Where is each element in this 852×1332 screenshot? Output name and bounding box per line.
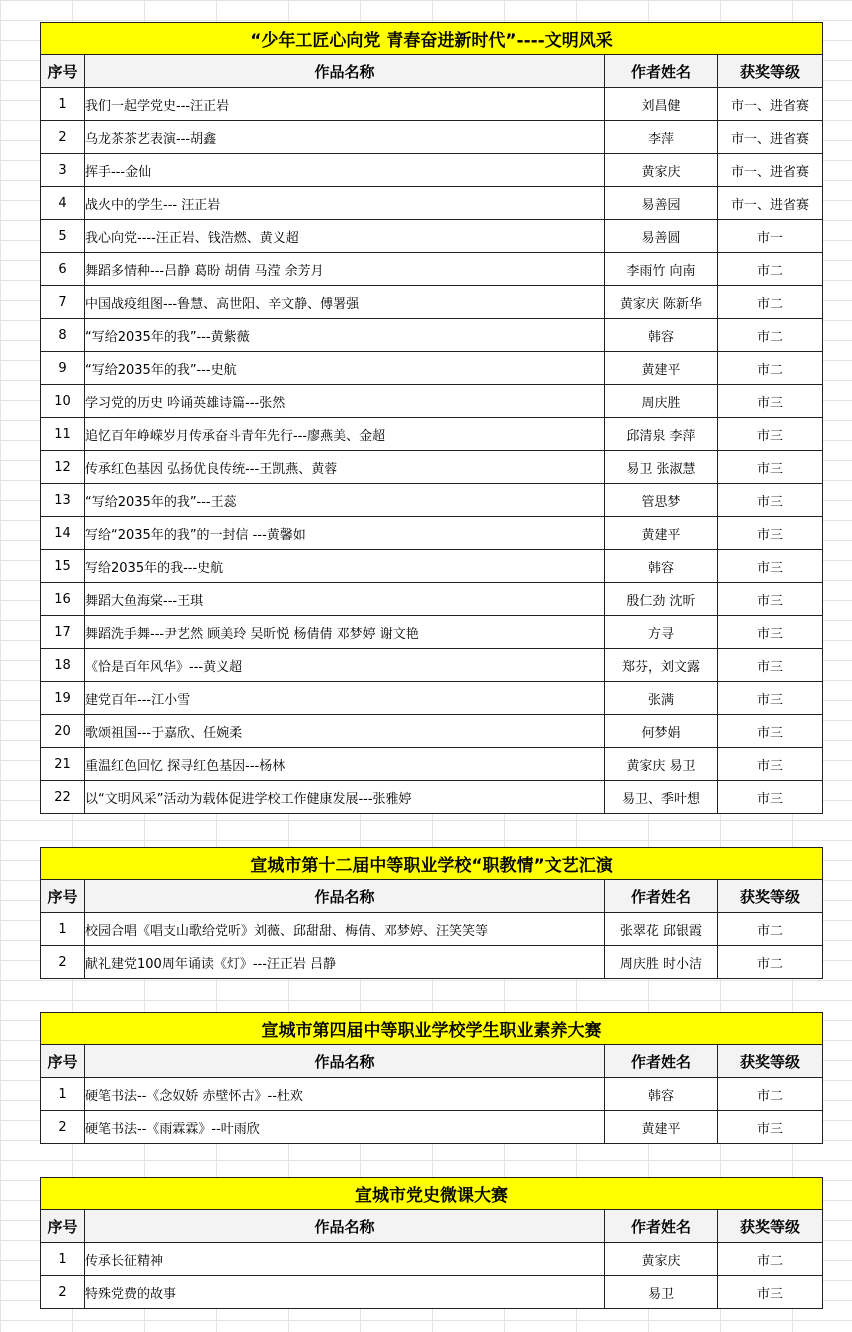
header-title: 作品名称	[85, 55, 605, 88]
section-title-row	[41, 1178, 823, 1210]
row-number: 9	[41, 352, 85, 385]
award-level: 市二	[718, 352, 823, 385]
author-name: 易善圆	[605, 220, 718, 253]
section-title: “少年工匠心向党 青春奋进新时代”----文明风采	[41, 23, 823, 55]
award-level: 市二	[718, 286, 823, 319]
table-row	[41, 121, 823, 154]
author-name: 管思梦	[605, 484, 718, 517]
row-number: 11	[41, 418, 85, 451]
column-header-row	[41, 1045, 823, 1078]
header-author: 作者姓名	[605, 1045, 718, 1078]
header-level: 获奖等级	[718, 880, 823, 913]
row-number: 17	[41, 616, 85, 649]
author-name: 李萍	[605, 121, 718, 154]
work-title: 献礼建党100周年诵读《灯》---汪正岩 吕静	[85, 946, 605, 979]
row-number: 2	[41, 1276, 85, 1309]
row-number: 3	[41, 154, 85, 187]
author-name: 易卫	[605, 1276, 718, 1309]
work-title: 传承长征精神	[85, 1243, 605, 1276]
header-title: 作品名称	[85, 1210, 605, 1243]
row-number: 22	[41, 781, 85, 814]
work-title: 我心向党----汪正岩、钱浩燃、黄义超	[85, 220, 605, 253]
table-row	[41, 649, 823, 682]
row-number: 8	[41, 319, 85, 352]
author-name: 黄家庆	[605, 154, 718, 187]
work-title: 挥手---金仙	[85, 154, 605, 187]
award-level: 市二	[718, 253, 823, 286]
row-number: 1	[41, 913, 85, 946]
author-name: 殷仁劲 沈昕	[605, 583, 718, 616]
table-row	[41, 781, 823, 814]
author-name: 易卫、季叶想	[605, 781, 718, 814]
author-name: 何梦娟	[605, 715, 718, 748]
section-title-row	[41, 848, 823, 880]
award-level: 市三	[718, 517, 823, 550]
author-name: 韩容	[605, 550, 718, 583]
award-level: 市二	[718, 319, 823, 352]
author-name: 邱清泉 李萍	[605, 418, 718, 451]
table-row	[41, 913, 823, 946]
award-level: 市三	[718, 616, 823, 649]
section-title: 宣城市党史微课大赛	[41, 1178, 823, 1210]
section-title-row	[41, 1013, 823, 1045]
work-title: “写给2035年的我”---史航	[85, 352, 605, 385]
award-level: 市三	[718, 1276, 823, 1309]
author-name: 周庆胜	[605, 385, 718, 418]
table-row	[41, 550, 823, 583]
work-title: 中国战疫组图---鲁慧、高世阳、辛文静、傅署强	[85, 286, 605, 319]
table-row	[41, 451, 823, 484]
row-number: 20	[41, 715, 85, 748]
award-level: 市二	[718, 1078, 823, 1111]
award-level: 市三	[718, 715, 823, 748]
award-level: 市一、进省赛	[718, 187, 823, 220]
work-title: 重温红色回忆 探寻红色基因---杨林	[85, 748, 605, 781]
row-number: 7	[41, 286, 85, 319]
row-number: 18	[41, 649, 85, 682]
table-row	[41, 187, 823, 220]
row-number: 12	[41, 451, 85, 484]
author-name: 黄建平	[605, 352, 718, 385]
award-level: 市三	[718, 748, 823, 781]
header-no: 序号	[41, 55, 85, 88]
work-title: 校园合唱《唱支山歌给党听》刘薇、邱甜甜、梅倩、邓梦婷、汪笑笑等	[85, 913, 605, 946]
row-number: 16	[41, 583, 85, 616]
award-level: 市一、进省赛	[718, 121, 823, 154]
table-row	[41, 1111, 823, 1144]
column-header-row	[41, 1210, 823, 1243]
row-number: 6	[41, 253, 85, 286]
author-name: 刘昌健	[605, 88, 718, 121]
award-level: 市三	[718, 649, 823, 682]
header-author: 作者姓名	[605, 55, 718, 88]
table-row	[41, 418, 823, 451]
section-title: 宣城市第四届中等职业学校学生职业素养大赛	[41, 1013, 823, 1045]
header-title: 作品名称	[85, 1045, 605, 1078]
author-name: 张满	[605, 682, 718, 715]
work-title: 舞蹈大鱼海棠---王琪	[85, 583, 605, 616]
work-title: 硬笔书法--《雨霖霖》--叶雨欣	[85, 1111, 605, 1144]
table-row	[41, 220, 823, 253]
work-title: 学习党的历史 吟诵英雄诗篇---张然	[85, 385, 605, 418]
award-level: 市一	[718, 220, 823, 253]
table-row	[41, 154, 823, 187]
award-level: 市三	[718, 550, 823, 583]
table-row	[41, 1243, 823, 1276]
table-row	[41, 484, 823, 517]
section-title: 宣城市第十二届中等职业学校“职教情”文艺汇演	[41, 848, 823, 880]
award-level: 市三	[718, 682, 823, 715]
work-title: 我们一起学党史---汪正岩	[85, 88, 605, 121]
header-author: 作者姓名	[605, 880, 718, 913]
table-row	[41, 682, 823, 715]
table-row	[41, 385, 823, 418]
row-number: 10	[41, 385, 85, 418]
work-title: 舞蹈多情种---吕静 葛盼 胡倩 马滢 余芳月	[85, 253, 605, 286]
header-level: 获奖等级	[718, 55, 823, 88]
author-name: 郑芬，刘文露	[605, 649, 718, 682]
row-number: 5	[41, 220, 85, 253]
row-number: 19	[41, 682, 85, 715]
work-title: 《恰是百年风华》---黄义超	[85, 649, 605, 682]
author-name: 李雨竹 向南	[605, 253, 718, 286]
table-row	[41, 1078, 823, 1111]
author-name: 黄建平	[605, 517, 718, 550]
row-number: 14	[41, 517, 85, 550]
work-title: 舞蹈洗手舞---尹艺然 顾美玲 吴昕悦 杨倩倩 邓梦婷 谢文艳	[85, 616, 605, 649]
award-level: 市二	[718, 913, 823, 946]
work-title: 建党百年---江小雪	[85, 682, 605, 715]
table-row	[41, 88, 823, 121]
author-name: 易善园	[605, 187, 718, 220]
award-level: 市二	[718, 946, 823, 979]
table-row	[41, 286, 823, 319]
header-no: 序号	[41, 880, 85, 913]
author-name: 易卫 张淑慧	[605, 451, 718, 484]
author-name: 黄家庆 陈新华	[605, 286, 718, 319]
award-level: 市三	[718, 1111, 823, 1144]
award-level: 市三	[718, 418, 823, 451]
award-level: 市三	[718, 583, 823, 616]
table-row	[41, 253, 823, 286]
author-name: 周庆胜 时小洁	[605, 946, 718, 979]
award-level: 市一、进省赛	[718, 88, 823, 121]
row-number: 4	[41, 187, 85, 220]
header-level: 获奖等级	[718, 1210, 823, 1243]
author-name: 张翠花 邱银霞	[605, 913, 718, 946]
work-title: 战火中的学生--- 汪正岩	[85, 187, 605, 220]
award-level: 市三	[718, 451, 823, 484]
work-title: 歌颂祖国---于嘉欣、任婉柔	[85, 715, 605, 748]
author-name: 韩容	[605, 319, 718, 352]
work-title: 以“文明风采”活动为载体促进学校工作健康发展---张雅婷	[85, 781, 605, 814]
work-title: 写给“2035年的我”的一封信 ---黄馨如	[85, 517, 605, 550]
award-level: 市三	[718, 781, 823, 814]
row-number: 1	[41, 1078, 85, 1111]
table-row	[41, 583, 823, 616]
author-name: 黄家庆	[605, 1243, 718, 1276]
award-level: 市三	[718, 385, 823, 418]
header-author: 作者姓名	[605, 1210, 718, 1243]
work-title: 乌龙茶茶艺表演---胡鑫	[85, 121, 605, 154]
row-number: 2	[41, 1111, 85, 1144]
table-row	[41, 517, 823, 550]
section-title-row	[41, 23, 823, 55]
award-level: 市一、进省赛	[718, 154, 823, 187]
table-row	[41, 352, 823, 385]
award-table-section-1	[40, 22, 823, 814]
work-title: 写给2035年的我---史航	[85, 550, 605, 583]
award-level: 市二	[718, 1243, 823, 1276]
row-number: 2	[41, 121, 85, 154]
award-table-section-2	[40, 847, 823, 979]
table-row	[41, 1276, 823, 1309]
table-row	[41, 748, 823, 781]
work-title: “写给2035年的我”---黄紫薇	[85, 319, 605, 352]
column-header-row	[41, 55, 823, 88]
column-header-row	[41, 880, 823, 913]
row-number: 1	[41, 1243, 85, 1276]
row-number: 21	[41, 748, 85, 781]
header-level: 获奖等级	[718, 1045, 823, 1078]
row-number: 15	[41, 550, 85, 583]
header-no: 序号	[41, 1210, 85, 1243]
work-title: 特殊党费的故事	[85, 1276, 605, 1309]
author-name: 黄家庆 易卫	[605, 748, 718, 781]
author-name: 韩容	[605, 1078, 718, 1111]
work-title: 传承红色基因 弘扬优良传统---王凯燕、黄蓉	[85, 451, 605, 484]
award-level: 市三	[718, 484, 823, 517]
row-number: 1	[41, 88, 85, 121]
award-table-section-3	[40, 1012, 823, 1144]
row-number: 13	[41, 484, 85, 517]
table-row	[41, 319, 823, 352]
work-title: 追忆百年峥嵘岁月传承奋斗青年先行---廖燕美、金超	[85, 418, 605, 451]
work-title: “写给2035年的我”---王蕊	[85, 484, 605, 517]
award-table-section-4	[40, 1177, 823, 1309]
author-name: 黄建平	[605, 1111, 718, 1144]
row-number: 2	[41, 946, 85, 979]
table-row	[41, 946, 823, 979]
table-row	[41, 715, 823, 748]
header-title: 作品名称	[85, 880, 605, 913]
header-no: 序号	[41, 1045, 85, 1078]
table-row	[41, 616, 823, 649]
author-name: 方寻	[605, 616, 718, 649]
work-title: 硬笔书法--《念奴娇 赤壁怀古》--杜欢	[85, 1078, 605, 1111]
